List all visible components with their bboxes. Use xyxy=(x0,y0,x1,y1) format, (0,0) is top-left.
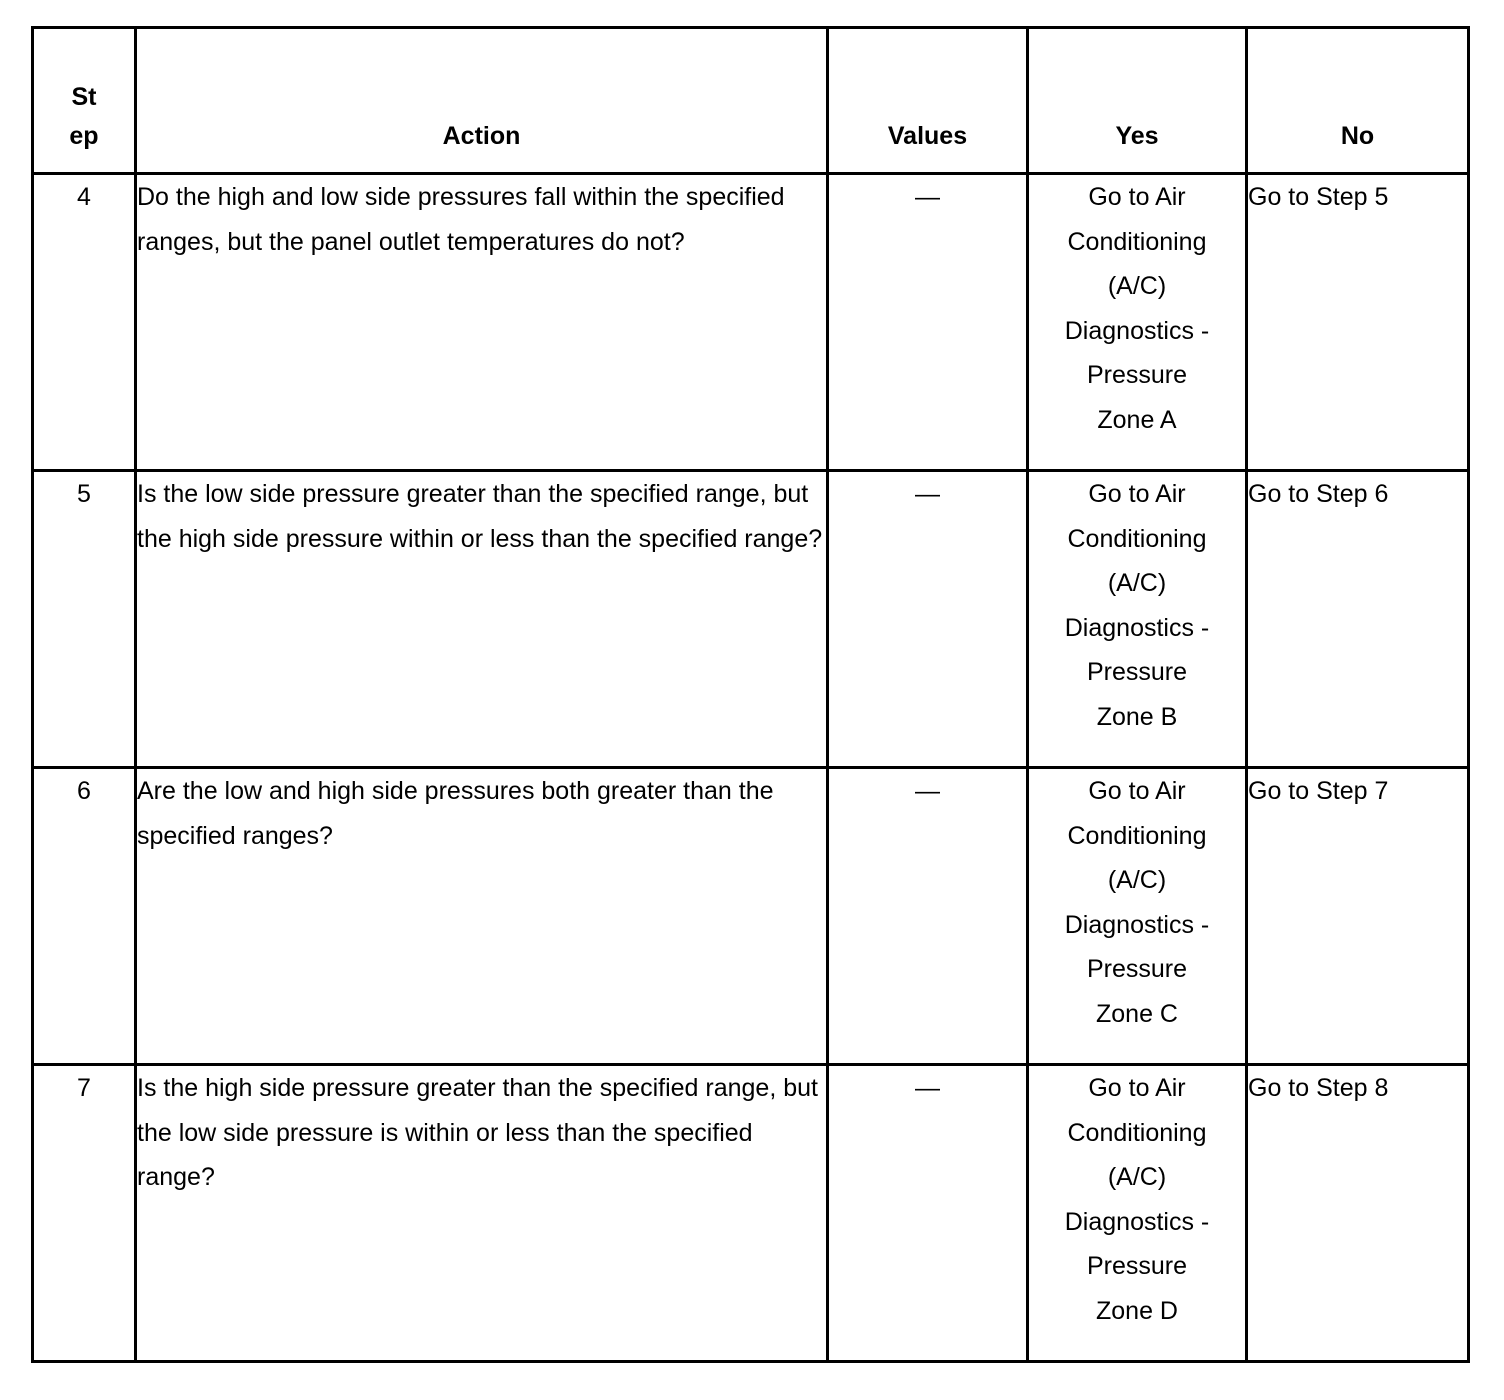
yes-cell: Go to Air Conditioning (A/C) Diagnostics - Pressure Zone B xyxy=(1028,471,1247,768)
diagnostic-table xyxy=(31,26,1470,1363)
header-step: St ep xyxy=(33,28,136,174)
yes-cell: Go to Air Conditioning (A/C) Diagnostics - Pressure Zone C xyxy=(1028,768,1247,1065)
header-values: Values xyxy=(828,28,1028,174)
values-cell: — xyxy=(828,471,1028,768)
no-cell: Go to Step 7 xyxy=(1247,768,1469,1065)
step-cell: 4 xyxy=(33,174,136,471)
no-cell: Go to Step 8 xyxy=(1247,1065,1469,1362)
step-cell: 6 xyxy=(33,768,136,1065)
values-cell: — xyxy=(828,1065,1028,1362)
no-cell: Go to Step 5 xyxy=(1247,174,1469,471)
values-cell: — xyxy=(828,768,1028,1065)
header-yes: Yes xyxy=(1028,28,1247,174)
step-cell: 5 xyxy=(33,471,136,768)
table-row xyxy=(33,471,1469,768)
table-header-row xyxy=(33,28,1469,174)
step-cell: 7 xyxy=(33,1065,136,1362)
table-row xyxy=(33,1065,1469,1362)
action-cell: Do the high and low side pressures fall within the specified ranges, but the panel outlet temperatures do not? xyxy=(136,174,828,471)
no-cell: Go to Step 6 xyxy=(1247,471,1469,768)
table-row xyxy=(33,768,1469,1065)
header-action: Action xyxy=(136,28,828,174)
values-cell: — xyxy=(828,174,1028,471)
yes-cell: Go to Air Conditioning (A/C) Diagnostics - Pressure Zone D xyxy=(1028,1065,1247,1362)
header-no: No xyxy=(1247,28,1469,174)
table-row xyxy=(33,174,1469,471)
yes-cell: Go to Air Conditioning (A/C) Diagnostics - Pressure Zone A xyxy=(1028,174,1247,471)
action-cell: Are the low and high side pressures both greater than the specified ranges? xyxy=(136,768,828,1065)
action-cell: Is the low side pressure greater than the specified range, but the high side pressure within or less than the specified range? xyxy=(136,471,828,768)
action-cell: Is the high side pressure greater than the specified range, but the low side pressure is within or less than the specified range? xyxy=(136,1065,828,1362)
